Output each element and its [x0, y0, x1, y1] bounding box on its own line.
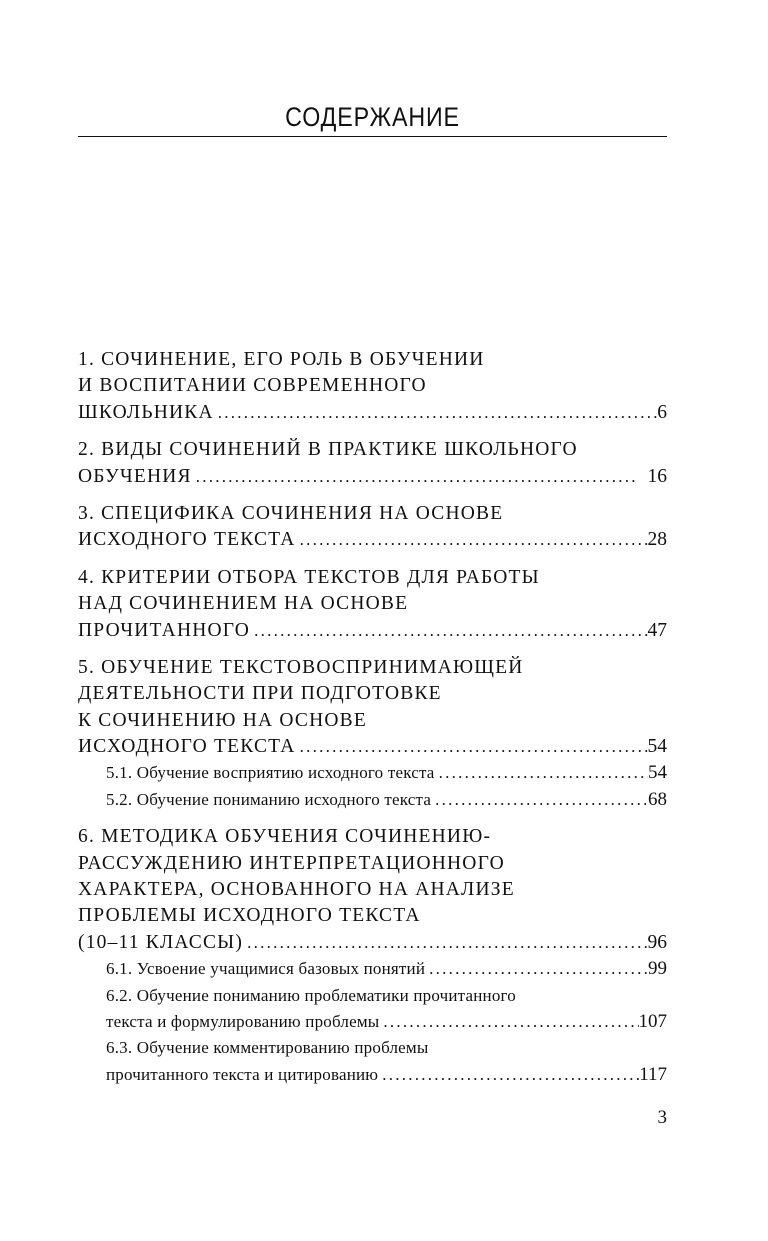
- toc-leader-line: [78, 400, 667, 426]
- toc-entry-text: ОБУЧЕНИЯ: [78, 465, 192, 487]
- dot-leader: [296, 734, 648, 760]
- toc-page-number: 68: [648, 788, 667, 810]
- dot-leader: [431, 787, 648, 813]
- toc-entry-text: 3. СПЕЦИФИКА СОЧИНЕНИЯ НА ОСНОВЕ: [78, 502, 504, 524]
- toc-page-number: 54: [647, 736, 667, 758]
- toc-entry-text: 4. КРИТЕРИИ ОТБОРА ТЕКСТОВ ДЛЯ РАБОТЫ: [78, 566, 540, 588]
- toc-entry-6[interactable]: [78, 824, 667, 1088]
- toc-subentry-6-1[interactable]: [78, 956, 667, 982]
- toc-entry-text: ПРОЧИТАННОГО: [78, 619, 251, 641]
- toc-entry-2[interactable]: [78, 437, 667, 490]
- toc-subentry-5-2[interactable]: [78, 787, 667, 813]
- toc-subentry-text: 5.1. Обучение восприятию исходного текста: [106, 763, 435, 783]
- toc-entry-3[interactable]: [78, 501, 667, 554]
- toc-page-number: 117: [639, 1063, 667, 1085]
- toc-page-number: 99: [648, 958, 667, 980]
- toc-page-number: 96: [647, 931, 667, 953]
- toc-page-number: 54: [648, 762, 667, 784]
- toc-entry-text: ХАРАКТЕРА, ОСНОВАННОГО НА АНАЛИЗЕ: [78, 879, 515, 901]
- toc-leader-line: [78, 930, 667, 956]
- toc-subentry-text: текста и формулированию проблемы: [106, 1011, 380, 1031]
- dot-leader: [425, 956, 648, 982]
- toc-entry-text: К СОЧИНЕНИЮ НА ОСНОВЕ: [78, 709, 367, 731]
- toc-subentry-6-3[interactable]: [78, 1035, 667, 1088]
- toc-entry-text: ПРОБЛЕМЫ ИСХОДНОГО ТЕКСТА: [78, 905, 421, 927]
- toc-subentry-6-2[interactable]: [78, 983, 667, 1036]
- title-rule: [78, 136, 667, 137]
- toc-entry-text: ИСХОДНОГО ТЕКСТА: [78, 529, 296, 551]
- toc-entry-text: РАССУЖДЕНИЮ ИНТЕРПРЕТАЦИОННОГО: [78, 852, 505, 874]
- dot-leader: [296, 527, 648, 553]
- dot-leader: [379, 1009, 638, 1035]
- toc-leader-line: [78, 1009, 667, 1035]
- toc-subentry-text: 6.1. Усвоение учащимися базовых понятий: [106, 959, 426, 979]
- toc-entry-text: (10–11 КЛАССЫ): [78, 931, 244, 953]
- toc-leader-line: [78, 618, 667, 644]
- toc-subentry-text: прочитанного текста и цитированию: [106, 1064, 379, 1084]
- toc-leader-line: [78, 1062, 667, 1088]
- toc-entry-5[interactable]: [78, 655, 667, 813]
- dot-leader: [214, 400, 657, 426]
- toc-page-number: 16: [647, 465, 667, 487]
- toc-page-number: 47: [647, 619, 667, 641]
- toc-entry-text: 6. МЕТОДИКА ОБУЧЕНИЯ СОЧИНЕНИЮ-: [78, 826, 492, 848]
- toc-entry-4[interactable]: [78, 565, 667, 644]
- page-title: СОДЕРЖАНИЕ: [285, 102, 460, 132]
- page-number: 3: [657, 1107, 667, 1128]
- toc-page-number: 28: [647, 529, 667, 551]
- toc-leader-line: [78, 734, 667, 760]
- toc-entry-1[interactable]: [78, 347, 667, 426]
- toc-entry-text: ИСХОДНОГО ТЕКСТА: [78, 736, 296, 758]
- toc-entry-text: 2. ВИДЫ СОЧИНЕНИЙ В ПРАКТИКЕ ШКОЛЬНОГО: [78, 439, 578, 461]
- toc-entry-text: ШКОЛЬНИКА: [78, 401, 214, 423]
- toc-entry-text: 1. СОЧИНЕНИЕ, ЕГО РОЛЬ В ОБУЧЕНИИ: [78, 349, 485, 370]
- toc-leader-line: [78, 464, 667, 490]
- toc-entry-text: 5. ОБУЧЕНИЕ ТЕКСТОВОСПРИНИМАЮЩЕЙ: [78, 656, 524, 678]
- toc-page-number: 107: [638, 1010, 667, 1032]
- dot-leader: [435, 760, 648, 786]
- dot-leader: [192, 464, 648, 490]
- toc-entry-text: ДЕЯТЕЛЬНОСТИ ПРИ ПОДГОТОВКЕ: [78, 683, 442, 705]
- toc-entry-text: И ВОСПИТАНИИ СОВРЕМЕННОГО: [78, 375, 427, 397]
- toc-entry-text: НАД СОЧИНЕНИЕМ НА ОСНОВЕ: [78, 593, 409, 615]
- toc-subentry-text: 5.2. Обучение пониманию исходного текста: [106, 789, 432, 809]
- dot-leader: [250, 618, 647, 644]
- table-of-contents: [78, 347, 667, 1099]
- dot-leader: [378, 1062, 639, 1088]
- dot-leader: [243, 930, 647, 956]
- toc-page-number: 6: [657, 401, 667, 423]
- toc-subentry-5-1[interactable]: [78, 760, 667, 786]
- toc-subentry-text: 6.3. Обучение комментированию проблемы: [106, 1038, 429, 1058]
- toc-subentry-text: 6.2. Обучение пониманию проблематики прочитанного: [106, 985, 517, 1005]
- toc-leader-line: [78, 527, 667, 553]
